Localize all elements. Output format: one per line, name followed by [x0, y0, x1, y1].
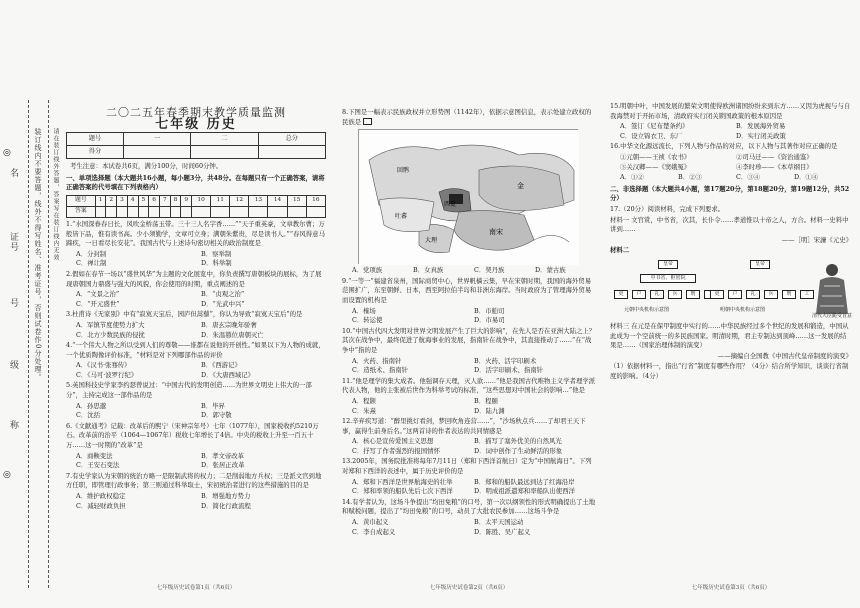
- answer-entry[interactable]: [117, 206, 128, 217]
- option[interactable]: D．科举制: [201, 259, 232, 268]
- option[interactable]: A．“文景之治”: [76, 290, 120, 299]
- map-label: 吐蕃: [395, 213, 408, 221]
- answer-table-header: 10: [192, 195, 211, 206]
- option[interactable]: D．活字印刷术、指南针: [474, 366, 544, 375]
- page-footer: 七年级历史试卷第1页（共6页）: [156, 585, 236, 592]
- question-options: [76, 321, 326, 340]
- org-ministry-box: 刑: [782, 290, 796, 299]
- org-ministry-box: 户: [728, 290, 742, 299]
- exam-notice: 考生注意：本试卷共6页，满分100分，时间60分钟。: [70, 162, 223, 171]
- option[interactable]: A．榷场: [352, 306, 376, 315]
- question-options: [620, 122, 852, 141]
- answer-table: [66, 195, 326, 218]
- option[interactable]: A．程颢: [352, 396, 376, 405]
- map-label: 南宋: [489, 228, 503, 237]
- option[interactable]: D．陆九渊: [474, 406, 505, 415]
- answer-entry[interactable]: [127, 206, 138, 217]
- binding-label-name: 名: [8, 168, 18, 178]
- option[interactable]: D．郭守敬: [201, 411, 232, 420]
- question-list: [62, 220, 330, 511]
- exam-subject: 七年级 历史: [155, 116, 237, 132]
- option[interactable]: D．蒙古族: [535, 266, 566, 275]
- option[interactable]: C．抒写了作者强烈的报国情怀: [352, 446, 440, 455]
- binding-strip: [0, 0, 62, 608]
- org-ministry-box: 吏: [710, 290, 724, 299]
- score-cell: 总分: [258, 133, 325, 146]
- option[interactable]: C．朱熹: [352, 406, 377, 415]
- map-label: 大理: [425, 237, 438, 245]
- option[interactable]: D．《大唐西域记》: [201, 370, 255, 379]
- org-right-top: 皇帝: [750, 260, 770, 269]
- answer-entry[interactable]: [106, 206, 117, 217]
- org-right-row: [710, 290, 814, 299]
- q8-stem: 8.下图是一幅表示民族政权并立形势图（1142年），依据示意图信息，表示处建立政权的民族是: [342, 108, 592, 126]
- option[interactable]: D．张居正改革: [201, 461, 245, 470]
- binding-label-num: 号: [8, 298, 18, 308]
- org-ministry-box: 礼: [650, 290, 664, 299]
- page-3: [606, 0, 856, 608]
- option[interactable]: D．实行闭关政策: [736, 131, 786, 140]
- answer-table-header: 6: [149, 195, 160, 206]
- score-entry[interactable]: [123, 146, 190, 159]
- option[interactable]: C．③④: [736, 173, 761, 182]
- question-options: [620, 153, 852, 172]
- option[interactable]: A．郑和下西洋是世界航海史的壮举: [352, 477, 453, 486]
- option[interactable]: C．王安石变法: [76, 461, 120, 470]
- option[interactable]: C．“开元盛世”: [76, 299, 120, 308]
- option[interactable]: A．维护政权稳定: [76, 492, 126, 500]
- option[interactable]: ①元朝——王祯《农书》: [620, 152, 691, 161]
- score-entry[interactable]: [258, 146, 325, 159]
- question-options: [352, 307, 596, 326]
- option[interactable]: B．发展海外贸易: [736, 122, 786, 131]
- question-stem: 3.杜甫诗《无家别》中有“寂寞天宝后，园庐但蒿藜”，你认为导致“寂寞天宝后”的是: [66, 310, 303, 319]
- binding-hole-icon: ◎: [3, 148, 11, 158]
- option[interactable]: D．简化行政流程: [201, 501, 251, 510]
- option[interactable]: B．描写了塞外优美的自然风光: [474, 437, 562, 446]
- option[interactable]: A．签订《尼布楚条约》: [620, 122, 689, 131]
- option[interactable]: B．郑和的船队最远到达了红海沿岸: [474, 477, 575, 486]
- binding-label-class: 级: [8, 360, 18, 370]
- map-label: 回鹘: [397, 167, 410, 175]
- q17-task: （1）依据材料一，指出“行省”制度有哪些作用？（4分）结合所学知识，谈谈行省制度的影响。（4分）: [610, 362, 849, 380]
- option[interactable]: B．太平天国运动: [474, 518, 524, 527]
- option[interactable]: B．唐玄宗晚年骄奢: [201, 320, 257, 329]
- emperor-caption: 清代大臣跪受旨意: [811, 312, 852, 319]
- page-footer: 七年级历史试卷第3页（共6页）: [691, 585, 771, 592]
- question-stem: 15.明朝中叶，中国发展的繁荣文明使得欧洲诸国纷纷来到东方……又因为虎视与与自我海禁对于开拓市场，清政府实行闭关锁国政策的根本原因是: [610, 102, 851, 120]
- option[interactable]: A．《汉书·张骞传》: [76, 361, 131, 370]
- org-charts: [610, 260, 852, 318]
- option[interactable]: D．①④: [794, 173, 819, 182]
- option[interactable]: C．《马可·波罗行纪》: [76, 370, 138, 379]
- answer-table-header: 2: [106, 195, 117, 206]
- binding-label-cert: 证号: [8, 232, 18, 252]
- org-ministry-box: 吏: [614, 290, 628, 299]
- option[interactable]: B．②③: [678, 173, 702, 182]
- option[interactable]: C．郑和率领的船队先后七次下西洋: [352, 487, 453, 496]
- score-cell: 得分: [67, 146, 124, 159]
- answer-entry[interactable]: [268, 206, 287, 217]
- org-ministry-box: 礼: [746, 290, 760, 299]
- q8-options: [352, 266, 596, 276]
- option[interactable]: C．设立锦衣卫、东厂: [620, 131, 683, 140]
- map-label: 西夏: [444, 201, 457, 209]
- option[interactable]: A．分封制: [76, 249, 107, 258]
- option[interactable]: A．孙思邈: [76, 401, 107, 410]
- question-stem: 16.中华文化源远流长，下列人物与作品的对应，以下人物与其著作对应正确的是: [610, 142, 838, 151]
- answer-entry[interactable]: [159, 206, 170, 217]
- map-svg: [359, 130, 579, 265]
- song-jin-map: [358, 129, 578, 264]
- option[interactable]: A．商鞅变法: [76, 451, 113, 460]
- answer-table-header: 14: [268, 195, 287, 206]
- exam-title: 二〇二五年春季期末教学质量监测: [106, 106, 286, 119]
- option[interactable]: D．“光武中兴”: [201, 299, 245, 308]
- material-3-source: ——摘编自全国教《中国古代皇帝制度的演变》: [717, 351, 852, 360]
- option[interactable]: A．火药、指南针: [352, 356, 402, 365]
- option[interactable]: B．察举制: [201, 249, 232, 258]
- option[interactable]: D．词中创作了生动鲜活的形象: [474, 446, 563, 455]
- answer-table-header: 11: [211, 195, 230, 206]
- score-entry[interactable]: [191, 146, 258, 159]
- binding-hole-icon: ◎: [3, 470, 11, 480]
- page-1: [62, 0, 330, 608]
- answer-table-header: 题号: [67, 195, 96, 206]
- question-stem: 9.“一等一”福建省泉州，国际商贸中心，世界帆樯云集，早在宋朝时期，我国的海外贸易范围扩广，东至朝鲜、日本，西至阿拉伯半岛和非洲东海岸。当时政府为了管理海外贸易而设置的机构是: [342, 276, 592, 304]
- question-stem: 6.《文献通考》记载：改革后的熙宁（宋神宗年号）七年（1077年），国家税收约5210万石。改革前的治平（1064—1067年）税收七年增长了4倍。中央的税收上升至一百五十万……这一时期的“改革”是: [66, 421, 319, 450]
- score-cell: 二: [191, 133, 258, 146]
- answer-entry[interactable]: [95, 206, 106, 217]
- question-stem: 2.假如在春节一场以“盛世风华”为主题的文化展览中，你负责撰写唐朝板块的展标，为了展现唐朝国力鼎盛与强大的风貌，你会使用的时期，重点阐述的是: [66, 269, 322, 288]
- answer-table-header: 1: [95, 195, 106, 206]
- score-table: [66, 132, 326, 159]
- option[interactable]: B．女真族: [413, 266, 444, 275]
- option[interactable]: C．禅让制: [76, 259, 107, 268]
- score-cell: 题号: [67, 133, 124, 146]
- option[interactable]: B．“贞观之治”: [201, 290, 245, 299]
- question-stem: 14.有学者认为，这场斗争提出“均田免粮”的口号，第一次以纲领性的形式明确提出了土地和赋税问题，提出了“均田免粮”的口号，动员了大批农民参加……这场斗争是: [342, 497, 596, 516]
- question-options: [352, 357, 596, 376]
- question-stem: [342, 108, 596, 127]
- answer-table-header: 5: [138, 195, 149, 206]
- option[interactable]: ②司马迁——《资治通鉴》: [736, 152, 813, 161]
- answer-entry[interactable]: [230, 206, 249, 217]
- binding-warning-2: 请在装订线外答题，答案写在装订线内无效: [52, 128, 59, 261]
- answer-table-header: 12: [230, 195, 249, 206]
- option[interactable]: C．转运使: [352, 316, 383, 325]
- option[interactable]: B．孝文帝改革: [201, 451, 245, 460]
- answer-table-header: 7: [159, 195, 170, 206]
- question-stem: 11.“他是理学的集大成者。他强调存天理，灭人欲……”他是我国古代唯物主义学者理学派代表人物，他的主张被后世作为科举考试的标准，“这些思想对中国社会的影响…”他是: [342, 376, 596, 395]
- option[interactable]: A．核心是宣传爱国主义思想: [352, 437, 434, 446]
- binding-dashed-line-2: [48, 100, 49, 588]
- question-options: [352, 518, 596, 537]
- org-left-mid: 中书省、枢密院: [640, 274, 696, 283]
- q16-answers: [620, 173, 852, 183]
- answer-entry[interactable]: [181, 206, 192, 217]
- option[interactable]: A．军镇节度使势力扩大: [76, 320, 145, 329]
- question-options: [352, 397, 596, 416]
- option[interactable]: A．黄巾起义: [352, 518, 389, 527]
- option[interactable]: C．李自成起义: [352, 527, 396, 536]
- option[interactable]: C．减轻财政负担: [76, 501, 126, 510]
- org-ministry-box: 兵: [764, 290, 778, 299]
- score-cell: 一: [123, 133, 190, 146]
- option[interactable]: D．市易司: [474, 316, 505, 325]
- section-1-heading: 一、单项选择题（本大题共16小题，每小题3分，共48分。在每题只有一个正确答案，请将正确答案的代号填在下列表格内）: [66, 173, 325, 192]
- org-ministry-box: 兵: [668, 290, 682, 299]
- option[interactable]: D．明成祖派遣郑和率船队出使西洋: [474, 487, 575, 496]
- answer-entry[interactable]: [211, 206, 230, 217]
- answer-table-label: 答案: [67, 206, 96, 217]
- page-2: [338, 0, 600, 608]
- answer-table-header: 16: [306, 195, 325, 206]
- answer-table-header: 15: [287, 195, 306, 206]
- org-right-caption: 明朝中央机构示意图: [720, 306, 766, 313]
- option[interactable]: B．增强地方势力: [201, 492, 251, 500]
- option[interactable]: B．毕昇: [201, 401, 225, 410]
- org-left-row: [614, 290, 718, 299]
- answer-entry[interactable]: [170, 206, 181, 217]
- binding-dashed-line: [28, 100, 29, 588]
- answer-entry[interactable]: [306, 206, 325, 217]
- option[interactable]: ③关汉卿——《窦娥冤》: [620, 162, 691, 171]
- map-label: 金: [517, 182, 524, 191]
- question-options: [76, 290, 326, 309]
- binding-label-school: 称: [8, 420, 18, 430]
- answer-table-header: 8: [170, 195, 181, 206]
- answer-table-header: 3: [117, 195, 128, 206]
- question-stem: 1.“水国深眷春日长，风吹金桥荡玉带。三十三人名字香……”“天子重英豪，文章教尔曹；万般皆下品，惟有读书高。少小须勤学，文章可立身；满朝朱紫贵，尽是读书人。”“春风得意马蹄疾，一日看尽长安花”。我国古代与上述诗句密切相关的政治制度是: [66, 219, 325, 248]
- option[interactable]: C．契丹族: [474, 266, 505, 275]
- org-left-top: 皇帝: [658, 260, 678, 269]
- option[interactable]: C．造纸术、指南针: [352, 366, 409, 375]
- material-2-label: 材料二: [610, 246, 630, 255]
- answer-table-header: 13: [249, 195, 268, 206]
- org-ministry-box: 户: [632, 290, 646, 299]
- option[interactable]: D．朱温篡位唐朝灭亡: [201, 330, 264, 339]
- answer-table-header: 4: [127, 195, 138, 206]
- material-3: 材料三 在元是在保甲制度中实行的……中华民族经过多个世纪的发展和锻造，中国从此成为一个空前统一的多民族国家。明清时期，君主专制达到顶峰……这一发展的结果是……（国家治理体制的演变）: [610, 321, 849, 350]
- option[interactable]: A．①②: [620, 173, 644, 182]
- binding-warning: 装订线内不要答题，线外不得写姓名、准考证号，否则试卷作0分处理。: [34, 128, 42, 382]
- option[interactable]: A．党项族: [352, 266, 383, 275]
- material-1: 材料一 文官赏，中书省，次其，长仆令……孝道惟以十帝之人，方合。材料一史料中讲到……: [610, 215, 849, 234]
- option[interactable]: C．沈括: [76, 411, 101, 420]
- answer-entry[interactable]: [287, 206, 306, 217]
- answer-entry[interactable]: [249, 206, 268, 217]
- question-options: [352, 478, 596, 497]
- option[interactable]: C．北方少数民族的侵扰: [76, 330, 145, 339]
- question-options: [76, 492, 326, 511]
- answer-table-header: 9: [181, 195, 192, 206]
- question-list: [606, 102, 856, 172]
- question-stem: 5.英国科技史学家李约瑟曾说过：“中国古代的发明创造……为世界文明史上伟大的一部分”，主持完成这一部作品的是: [66, 381, 312, 400]
- q17-head: 17.（20分）阅读材料，完成下列要求。: [610, 204, 725, 213]
- option[interactable]: B．市舶司: [474, 306, 505, 315]
- question-list: [338, 277, 600, 537]
- question-stem: 7.有史学家认为宋朝的统治方略一是限制武将的权力；二是削弱地方兵权；三是派文官到地方任职，即管理行政事务；第三则通过科举取士，宋初统治者进行的这些措施的目的是: [66, 471, 322, 490]
- org-ministry-box: 刑: [686, 290, 700, 299]
- option[interactable]: ④李时珍——《本草纲目》: [736, 162, 813, 171]
- highlight-box-icon: [363, 118, 372, 125]
- question-options: [76, 250, 326, 269]
- org-ministry-box: 工: [800, 290, 814, 299]
- answer-entry[interactable]: [192, 206, 211, 217]
- option[interactable]: B．程颐: [474, 396, 498, 405]
- org-left-caption: 元朝中央机构示意图: [624, 306, 670, 313]
- option[interactable]: B．火药、活字印刷术: [474, 356, 537, 365]
- answer-entry[interactable]: [149, 206, 160, 217]
- question-stem: 13.2005年，国务院批准将每年7月11日（郑和下西洋首航日）定为“中国航海日”。下列对郑和下西洋的表述中，属于历史评价的是: [342, 457, 592, 476]
- option[interactable]: D．陈胜、吴广起义: [474, 527, 531, 536]
- question-options: [76, 402, 326, 421]
- page-footer: 七年级历史试卷第2页（共6页）: [429, 585, 509, 592]
- question-options: [352, 437, 596, 456]
- question-stem: 12.辛弃疾写道：“醉里挑灯看剑，梦回吹角连营……”，“沙场秋点兵……了却君王天下事，赢得生前身后名。”这两首诗的作者表达的共同情感是: [342, 417, 586, 435]
- section-2-heading: 二、非选择题（本大题共4小题，第17题20分，第18题20分，第19题12分，共52分）: [610, 184, 850, 203]
- answer-entry[interactable]: [138, 206, 149, 217]
- option[interactable]: B．《西游记》: [201, 361, 241, 370]
- question-options: [76, 452, 326, 471]
- question-stem: 10.“中国古代四大发明对世界文明发展产生了巨大的影响”，在先人是否在亚洲大陆之上？其次在战争中，最终促进了航海事业的发展，指南针在战争中，其直接推动了……”在“战争中”指的是: [342, 326, 596, 354]
- material-1-source: ——［明］宋濂《元史》: [781, 235, 852, 244]
- question-stem: 4.“一个伟大人物之所以受到人们的尊敬——谁都在说他的开创性。”如果以下为人物的成就，一个优质陶像评价标准，“材料是对下列哪部作品的评价: [66, 341, 325, 359]
- question-options: [76, 361, 326, 380]
